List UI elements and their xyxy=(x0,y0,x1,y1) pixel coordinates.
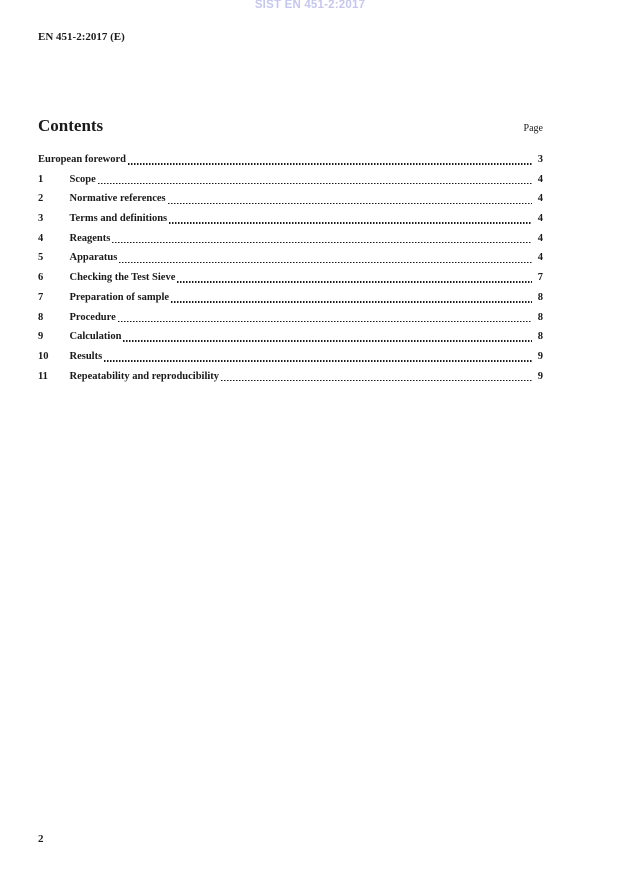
toc-entry[interactable] xyxy=(38,209,543,229)
toc-entry-number: 6 xyxy=(38,272,44,284)
toc-entry-title: Normative references xyxy=(69,193,166,205)
toc-entry-page: 9 xyxy=(537,370,543,382)
toc-entry-title: Repeatability and reproducibility xyxy=(69,370,220,382)
toc-entry-number: 8 xyxy=(38,311,44,323)
toc-entry-number: 1 xyxy=(38,173,44,185)
dot-leader xyxy=(169,209,532,229)
document-reference: EN 451-2:2017 (E) xyxy=(38,31,125,43)
toc-entry-page: 8 xyxy=(537,311,543,323)
toc-entry-page: 4 xyxy=(537,232,543,244)
toc-entry[interactable] xyxy=(38,189,543,209)
dot-leader xyxy=(177,268,532,288)
dot-leader xyxy=(118,308,532,328)
dot-leader xyxy=(104,347,532,367)
toc-entry[interactable] xyxy=(38,229,543,249)
toc-entry-number: 5 xyxy=(38,252,44,264)
dot-leader xyxy=(168,189,532,209)
toc-entry-title: Scope xyxy=(69,173,96,185)
dot-leader xyxy=(171,288,532,308)
toc-entry[interactable] xyxy=(38,308,543,328)
toc-entry[interactable] xyxy=(38,268,543,288)
table-of-contents xyxy=(38,150,543,386)
toc-entry[interactable] xyxy=(38,327,543,347)
toc-entry-page: 8 xyxy=(537,331,543,343)
toc-entry-number: 9 xyxy=(38,331,44,343)
toc-entry[interactable] xyxy=(38,248,543,268)
toc-entry-page: 4 xyxy=(537,252,543,264)
toc-entry-title: Calculation xyxy=(69,331,122,343)
toc-entry-number: 11 xyxy=(38,370,48,382)
toc-entry-page: 4 xyxy=(537,173,543,185)
toc-entry-number: 7 xyxy=(38,291,44,303)
toc-entry-page: 4 xyxy=(537,213,543,225)
toc-entry[interactable] xyxy=(38,288,543,308)
dot-leader xyxy=(112,229,532,249)
toc-entry[interactable] xyxy=(38,367,543,387)
toc-entry-title: Preparation of sample xyxy=(69,291,170,303)
toc-entry-page: 8 xyxy=(537,291,543,303)
toc-entry-page: 7 xyxy=(537,272,543,284)
toc-entry-page: 4 xyxy=(537,193,543,205)
contents-header xyxy=(38,116,543,136)
toc-entry-title: Reagents xyxy=(69,232,111,244)
dot-leader xyxy=(128,150,532,170)
toc-entry-number: 3 xyxy=(38,213,44,225)
toc-entry-number: 10 xyxy=(38,350,49,362)
toc-entry[interactable] xyxy=(38,170,543,190)
toc-entry-title: Checking the Test Sieve xyxy=(69,272,176,284)
toc-entry[interactable] xyxy=(38,150,543,170)
toc-entry-title: European foreword xyxy=(38,154,126,165)
watermark-text: SIST EN 451-2:2017 xyxy=(254,0,366,11)
footer-page-number: 2 xyxy=(38,833,44,845)
dot-leader xyxy=(123,327,532,347)
toc-entry-title: Procedure xyxy=(69,311,116,323)
toc-entry-number: 4 xyxy=(38,232,44,244)
dot-leader xyxy=(119,248,532,268)
dot-leader xyxy=(98,170,532,190)
toc-entry-number: 2 xyxy=(38,193,44,205)
dot-leader xyxy=(221,367,532,387)
toc-entry-page: 9 xyxy=(537,350,543,362)
contents-title: Contents xyxy=(38,116,104,135)
toc-entry-title: Results xyxy=(69,350,103,362)
toc-entry-title: Terms and definitions xyxy=(69,213,168,225)
toc-entry-page: 3 xyxy=(537,154,543,165)
toc-entry[interactable] xyxy=(38,347,543,367)
toc-entry-title: Apparatus xyxy=(69,252,118,264)
page-column-label: Page xyxy=(523,123,543,134)
